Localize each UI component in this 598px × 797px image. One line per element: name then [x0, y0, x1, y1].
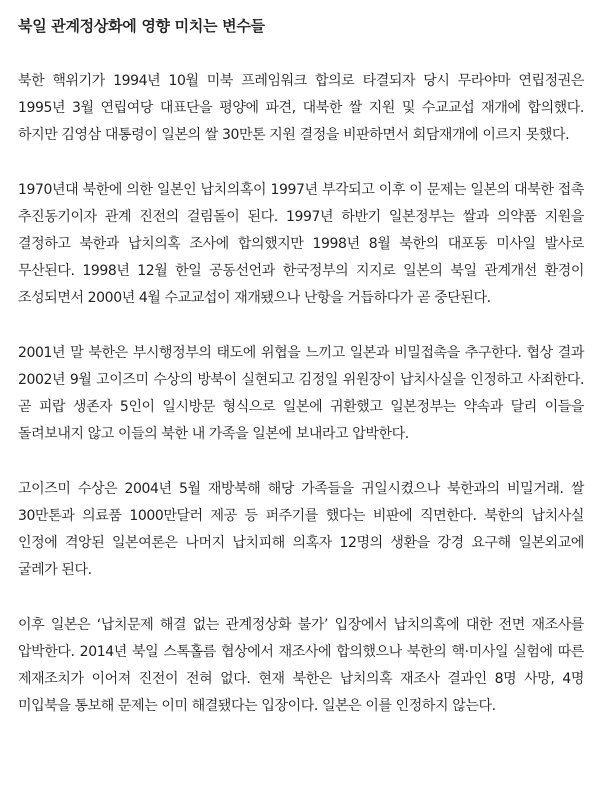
document-title: 북일 관계정상화에 영향 미치는 변수들	[18, 17, 265, 35]
paragraph-3: 2001년 말 북한은 부시행정부의 태도에 위협을 느끼고 일본과 비밀접촉을 추구한다. 협상 결과 2002년 9월 고이즈미 수상의 방북이 실현되고 김정일 위원장이 납치사실을 인정하고 사죄한다. 곧 피랍 생존자 5인이 일시방문 형식으로 일본에 귀환했고 일본정부는 약속과 달리 이들을 돌려보내지 않고 이들의 북한 내 가족을 일본에 보내라고 압박한다.	[18, 345, 584, 442]
paragraph-2: 1970년대 북한에 의한 일본인 납치의혹이 1997년 부각되고 이후 이 문제는 일본의 대북한 접촉 추진동기이자 관계 진전의 걸림돌이 된다. 1997년 하반기 일본정부는 쌀과 의약품 지원을 결정하고 북한과 납치의혹 조사에 합의했지만 1998년 8월 북한의 대포동 미사일 발사로 무산된다. 1998년 12월 한일 공동선언과 한국정부의 지지로 일본의 북일 관계개선 환경이 조성되면서 2000년 4월 수교교섭이 재개됐으나 난항을 거듭하다가 곧 중단된다.	[18, 182, 584, 306]
paragraph-5: 이후 일본은 ‘납치문제 해결 없는 관계정상화 불가’ 입장에서 납치의혹에 대한 전면 재조사를 압박한다. 2014년 북일 스톡홀름 협상에서 재조사에 합의했으나 북한의 핵·미사일 실험에 따른 제재조치가 이어져 진전이 전혀 없다. 현재 북한은 납치의혹 재조사 결과인 8명 사망, 4명 미입북을 통보해 문제는 이미 해결됐다는 입장이다. 일본은 이를 인정하지 않는다.	[18, 617, 584, 714]
paragraph-1: 북한 핵위기가 1994년 10월 미북 프레임워크 합의로 타결되자 당시 무라야마 연립정권은 1995년 3월 연립여당 대표단을 평양에 파견, 대북한 쌀 지원 및 수교교섭 재개에 합의했다. 하지만 김영삼 대통령이 일본의 쌀 30만톤 지원 결정을 비판하면서 회담재개에 이르지 못했다.	[18, 73, 584, 143]
paragraph-4: 고이즈미 수상은 2004년 5월 재방북해 해당 가족들을 귀일시켰으나 북한과의 비밀거래. 쌀 30만톤과 의료품 1000만달러 제공 등 퍼주기를 했다는 비판에 직면한다. 북한의 납치사실 인정에 격앙된 일본여론은 나머지 납치피해 의혹자 12명의 생환을 강경 요구해 일본외교에 굴레가 된다.	[18, 481, 584, 578]
document-body	[18, 14, 584, 720]
